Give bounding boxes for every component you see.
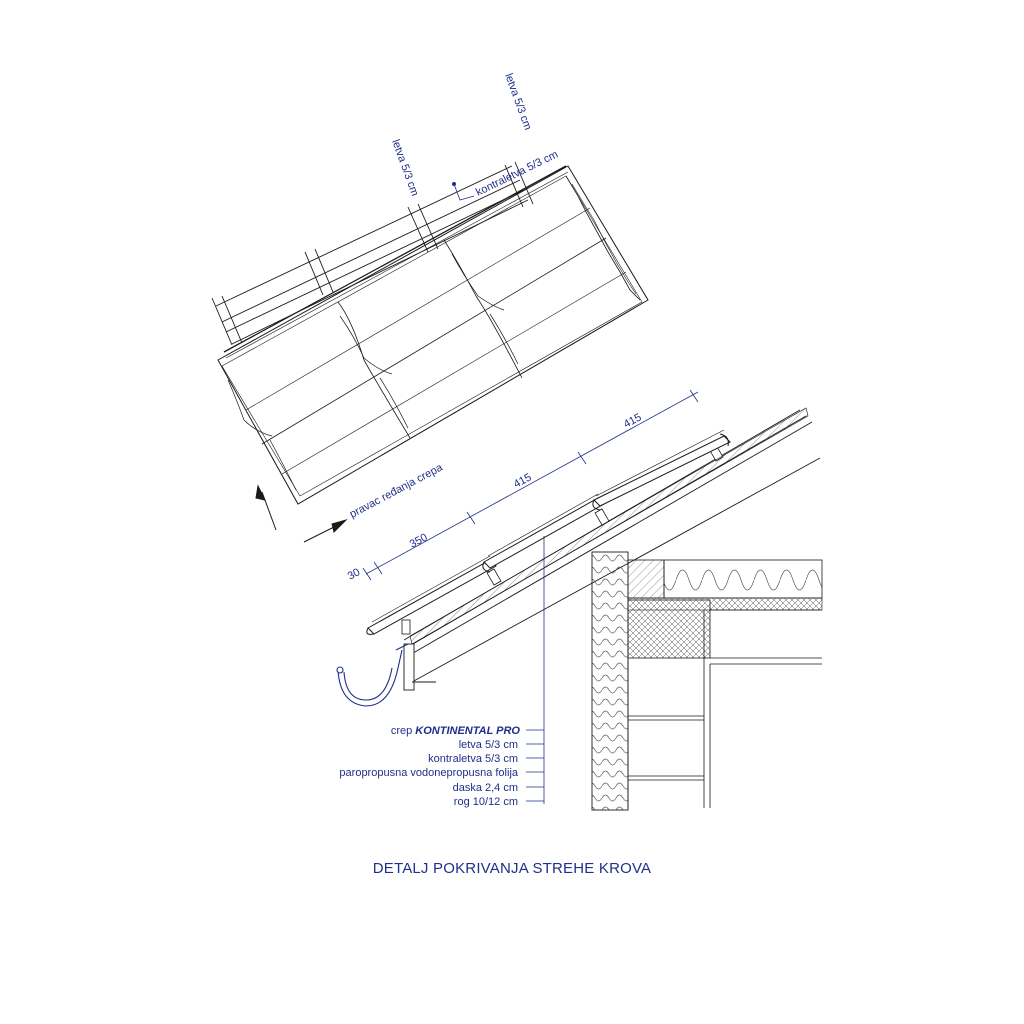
legend-crep-name: KONTINENTAL PRO bbox=[415, 725, 520, 737]
dim-415-a: 415 bbox=[511, 471, 534, 491]
legend bbox=[339, 725, 520, 808]
legend-kontraletva: kontraletva 5/3 cm bbox=[428, 753, 518, 765]
wall bbox=[592, 552, 822, 810]
label-direction: pravac ređanja crepa bbox=[347, 461, 445, 521]
legend-folija: paropropusna vodonepropusna folija bbox=[339, 767, 518, 779]
legend-daska: daska 2,4 cm bbox=[452, 782, 518, 794]
tile-field bbox=[218, 166, 648, 504]
eave-section bbox=[337, 408, 822, 810]
dim-30: 30 bbox=[345, 566, 363, 583]
drawing-title: DETALJ POKRIVANJA STREHE KROVA bbox=[372, 860, 652, 877]
dim-350: 350 bbox=[407, 531, 430, 551]
direction-arrows bbox=[256, 486, 346, 542]
label-letva-a: letva 5/3 cm bbox=[389, 137, 421, 198]
legend-crep-prefix: crep bbox=[390, 725, 416, 737]
legend-crep bbox=[391, 725, 521, 737]
gutter bbox=[337, 644, 408, 706]
legend-letva: letva 5/3 cm bbox=[458, 739, 518, 751]
tile-plan bbox=[212, 72, 648, 542]
dim-415-b: 415 bbox=[621, 411, 644, 431]
label-kontraletva: kontraletva 5/3 cm bbox=[474, 148, 561, 199]
label-letva-b: letva 5/3 cm bbox=[502, 71, 534, 132]
legend-rog: rog 10/12 cm bbox=[453, 796, 518, 808]
